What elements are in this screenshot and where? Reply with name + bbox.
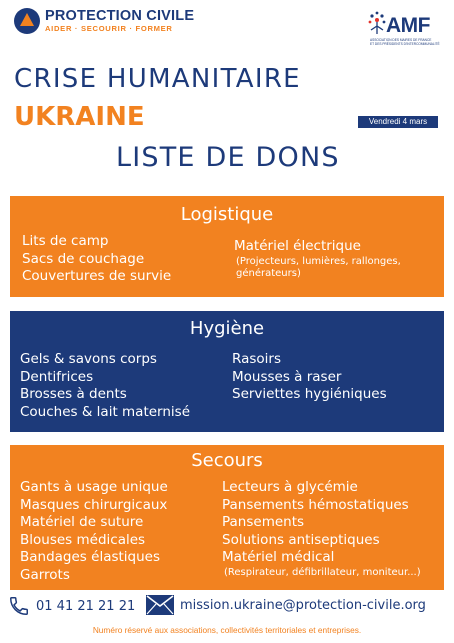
list-item: Serviettes hygiéniques: [232, 386, 387, 402]
email-address[interactable]: mission.ukraine@protection-civile.org: [180, 597, 426, 613]
list-item: Gels & savons corps: [20, 351, 157, 367]
logistique-left-list: [22, 233, 171, 286]
section-hygiene: [10, 311, 444, 432]
list-item: Dentifrices: [20, 368, 94, 385]
list-item: Solutions antiseptiques: [222, 531, 380, 548]
envelope-icon: [146, 595, 174, 615]
amf-logo: [366, 8, 442, 52]
title-ukraine: UKRAINE: [14, 102, 145, 132]
secours-left-list: [20, 479, 168, 584]
partner-logo-text: AMF: [386, 14, 430, 37]
list-item: Garrots: [20, 566, 70, 583]
list-item: Rasoirs: [232, 351, 281, 367]
partner-subtext-2: ET DES PRÉSIDENTS D'INTERCOMMUNALITÉ: [370, 42, 440, 46]
list-item: Lecteurs à glycémie: [222, 479, 358, 495]
list-item: Pansements hémostatiques: [222, 496, 409, 513]
list-item: Couvertures de survie: [22, 268, 172, 284]
list-item: Blouses médicales: [20, 531, 146, 548]
partner-subtext-1: ASSOCIATION DES MAIRES DE FRANCE: [370, 38, 432, 42]
list-item: Couches & lait maternisé: [20, 403, 191, 420]
date-badge: Vendredi 4 mars: [358, 116, 438, 128]
section-secours: [10, 445, 444, 590]
footer-email: [146, 595, 426, 615]
section-title-logistique: Logistique: [180, 204, 274, 225]
logistique-right-list: [234, 238, 401, 281]
footer-phone: [8, 595, 135, 617]
list-item: Masques chirurgicaux: [20, 496, 168, 513]
org-name: PROTECTION CIVILE: [45, 7, 195, 24]
list-item-note: (Projecteurs, lumières, rallonges,: [236, 255, 401, 267]
footer-note: Numéro réservé aux associations, collectivités territoriales et entreprises.: [92, 625, 362, 635]
secours-right-list: [222, 479, 421, 579]
hygiene-left-list: [20, 351, 190, 421]
section-title-secours: Secours: [191, 450, 263, 471]
phone-number[interactable]: 01 41 21 21 21: [36, 598, 136, 614]
protection-civile-logo-icon: [14, 8, 40, 34]
list-item: Matériel médical: [222, 549, 335, 565]
section-title-hygiene: Hygiène: [189, 318, 265, 339]
list-item-note: (Respirateur, défibrillateur, moniteur...): [224, 566, 421, 578]
list-item: Brosses à dents: [20, 386, 127, 402]
hygiene-right-list: [232, 351, 387, 404]
amf-logo-icon: [366, 8, 388, 36]
list-item-note: générateurs): [236, 268, 301, 279]
list-item: Bandages élastiques: [20, 549, 161, 565]
list-item: Pansements: [222, 514, 305, 530]
list-item: Sacs de couchage: [22, 250, 145, 267]
list-item: Matériel électrique: [234, 238, 361, 254]
list-item: Lits de camp: [22, 233, 109, 249]
list-item: Mousses à raser: [232, 368, 342, 385]
title-donation-list: LISTE DE DONS: [116, 142, 340, 173]
list-item: Matériel de suture: [20, 514, 144, 530]
title-crisis: CRISE HUMANITAIRE: [14, 64, 301, 94]
protection-civile-logo: [14, 8, 194, 34]
phone-icon: [8, 595, 30, 617]
org-tagline: AIDER · SECOURIR · FORMER: [45, 24, 173, 34]
section-logistique: [10, 196, 444, 297]
list-item: Gants à usage unique: [20, 479, 168, 495]
